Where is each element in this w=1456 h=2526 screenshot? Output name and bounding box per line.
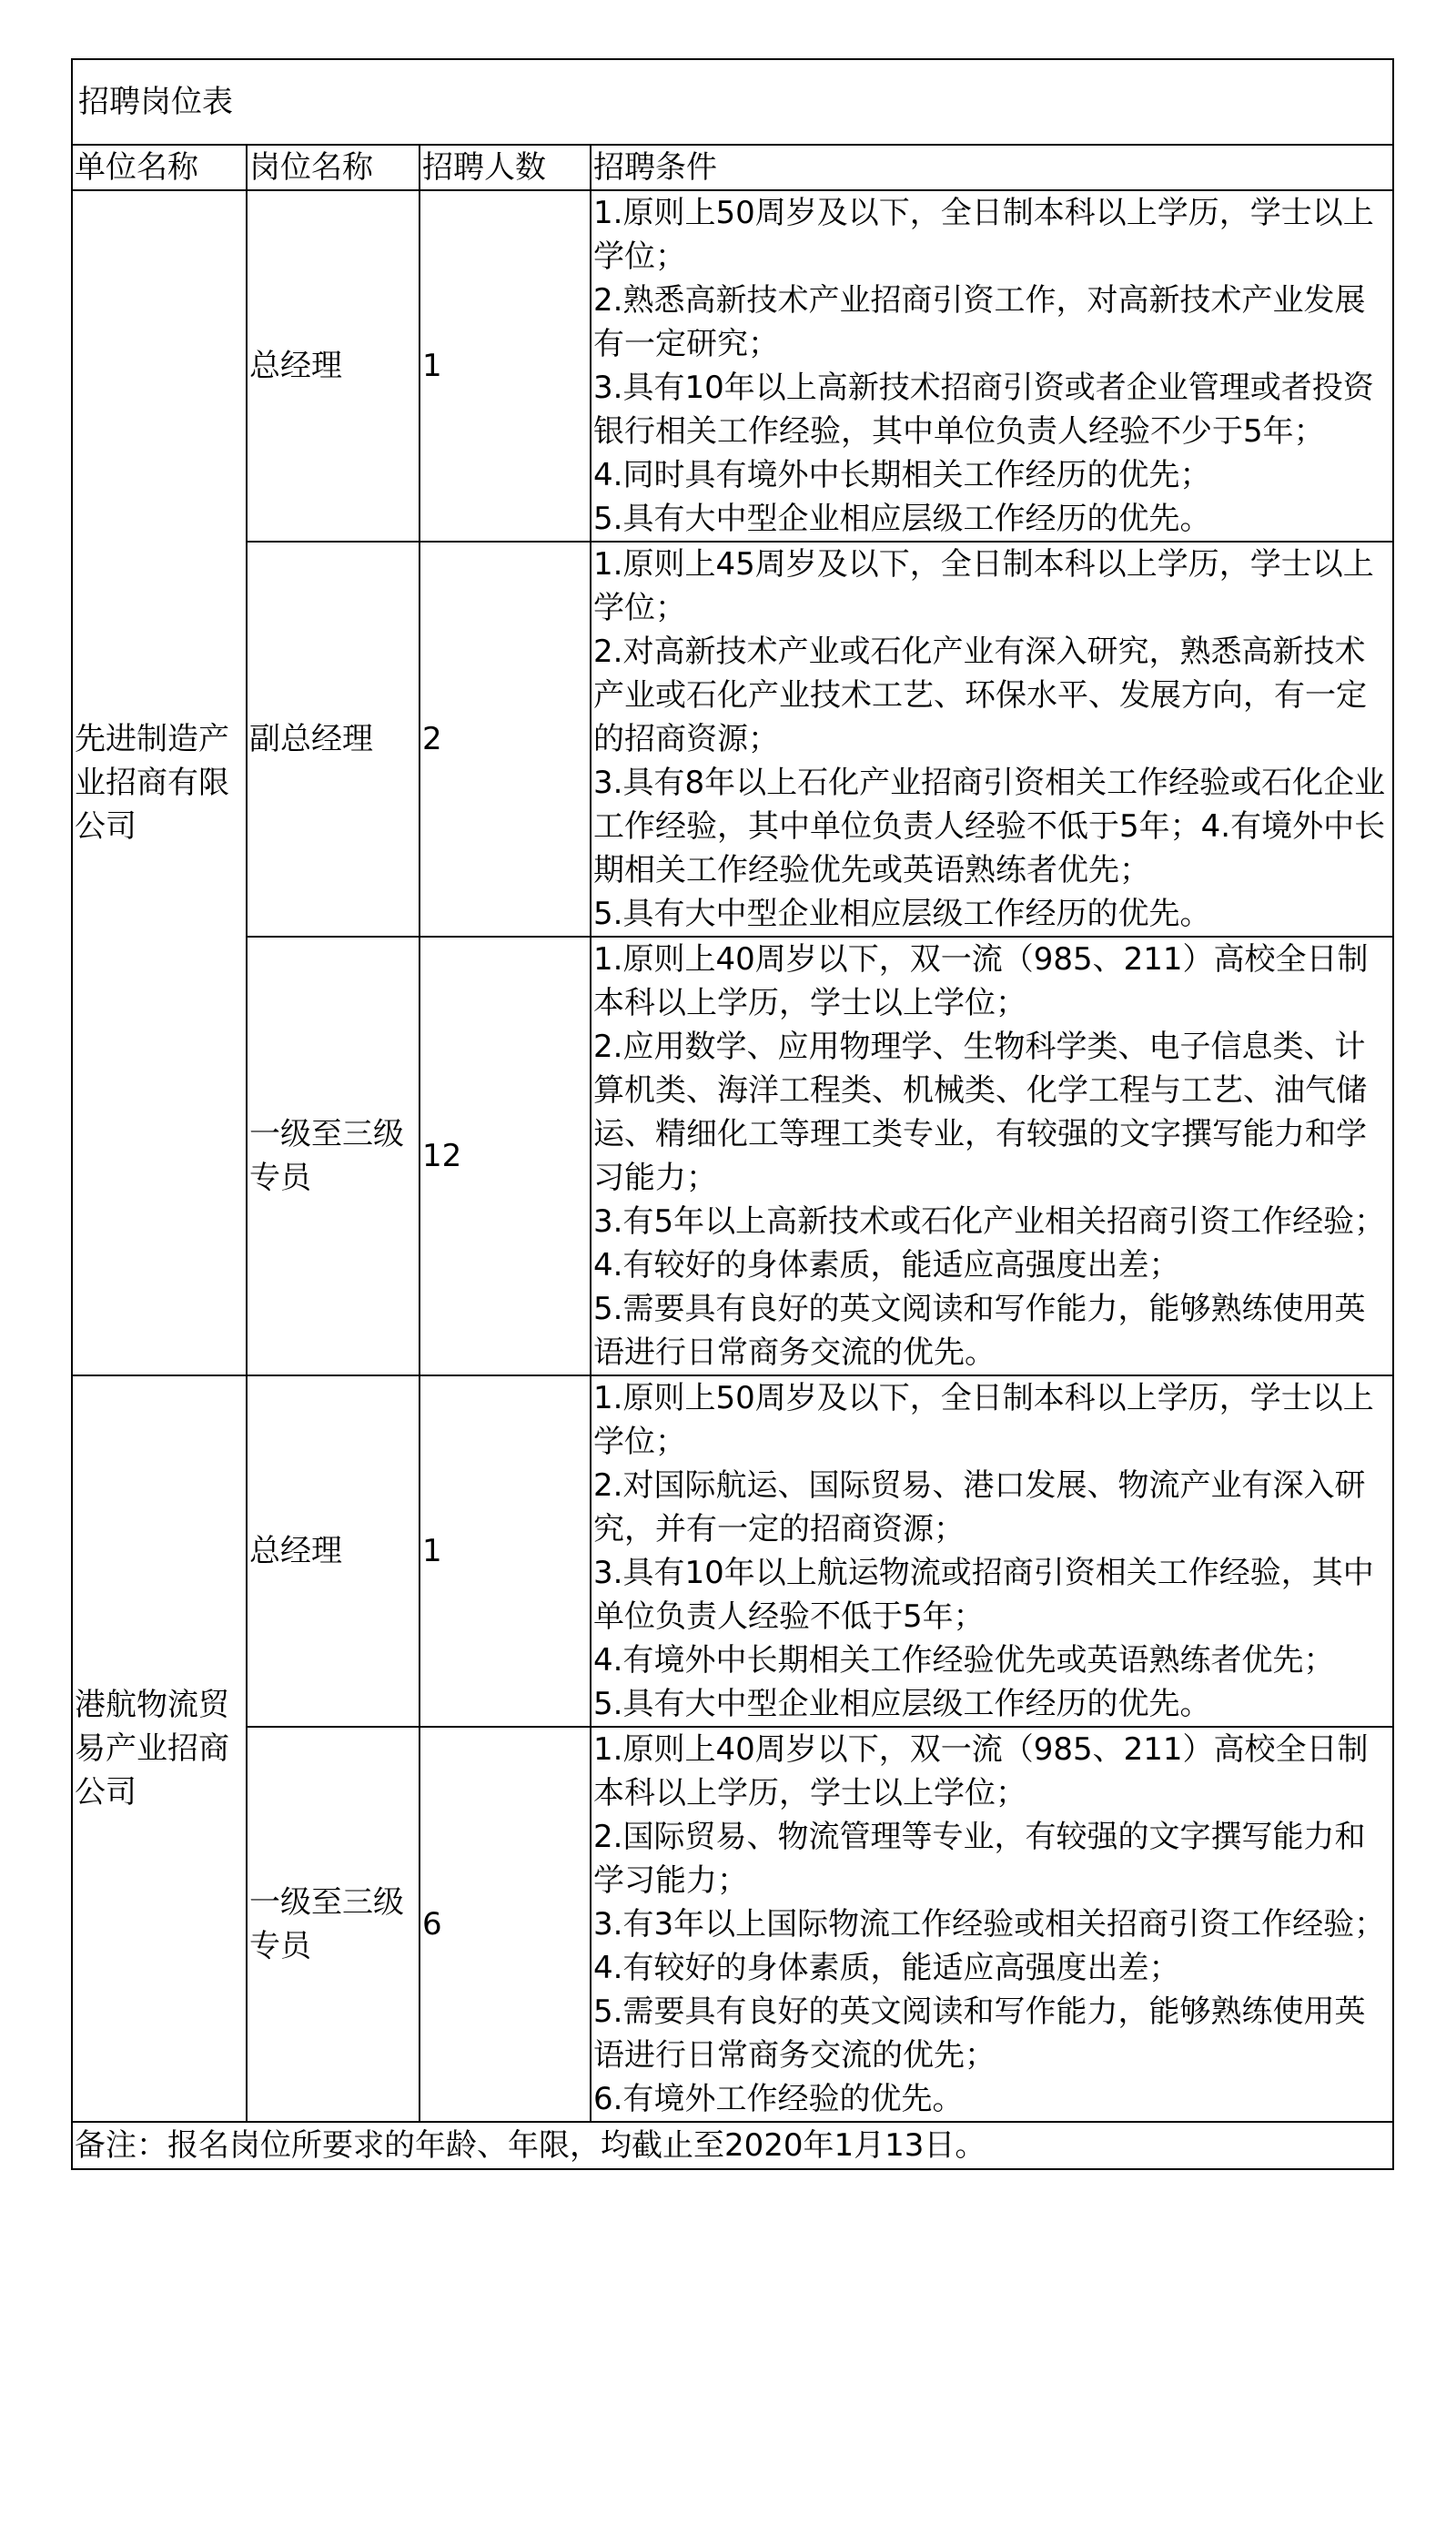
- requirement-line: 1.原则上45周岁及以下，全日制本科以上学历，学士以上学位；: [593, 546, 1374, 626]
- requirement-line: 4.有较好的身体素质，能适应高强度出差；: [593, 1950, 1180, 1986]
- requirements-cell: [591, 1375, 1393, 1727]
- header-headcount: 招聘人数: [420, 145, 591, 190]
- table-note: 备注：报名岗位所要求的年龄、年限，均截止至2020年1月13日。: [72, 2122, 1393, 2169]
- requirement-line: 3.具有10年以上高新技术招商引资或者企业管理或者投资银行相关工作经验，其中单位负责人经验不少于5年；: [593, 370, 1374, 450]
- table-row: [72, 1375, 1393, 1727]
- table-title: 招聘岗位表: [72, 59, 1393, 145]
- table-note-row: [72, 2122, 1393, 2169]
- requirement-line: 2.应用数学、应用物理学、生物科学类、电子信息类、计算机类、海洋工程类、机械类、化学工程与工艺、油气储运、精细化工等理工类专业，有较强的文字撰写能力和学习能力；: [593, 1029, 1367, 1196]
- requirement-line: 5.具有大中型企业相应层级工作经历的优先。: [593, 501, 1211, 537]
- requirement-line: 1.原则上40周岁以下，双一流（985、211）高校全日制本科以上学历，学士以上学位；: [593, 941, 1369, 1021]
- requirement-line: 4.有境外中长期相关工作经验优先或英语熟练者优先；: [593, 1642, 1335, 1679]
- requirement-line: 2.对国际航运、国际贸易、港口发展、物流产业有深入研究，并有一定的招商资源；: [593, 1467, 1366, 1547]
- requirement-line: 6.有境外工作经验的优先。: [593, 2081, 964, 2117]
- table-row: [72, 542, 1393, 937]
- requirement-line: 5.具有大中型企业相应层级工作经历的优先。: [593, 1686, 1211, 1722]
- requirement-line: 5.需要具有良好的英文阅读和写作能力，能够熟练使用英语进行日常商务交流的优先。: [593, 1291, 1366, 1371]
- header-unit-name: 单位名称: [72, 145, 247, 190]
- headcount-cell: 1: [420, 190, 591, 542]
- requirements-cell: [591, 937, 1393, 1375]
- position-name-cell: 一级至三级专员: [247, 1727, 420, 2122]
- table-title-row: [72, 59, 1393, 145]
- table-header-row: [72, 145, 1393, 190]
- headcount-cell: 2: [420, 542, 591, 937]
- position-name-cell: 一级至三级专员: [247, 937, 420, 1375]
- headcount-cell: 6: [420, 1727, 591, 2122]
- table-row: [72, 937, 1393, 1375]
- requirement-line: 1.原则上50周岁及以下，全日制本科以上学历，学士以上学位；: [593, 195, 1374, 275]
- requirement-line: 3.有3年以上国际物流工作经验或相关招商引资工作经验；: [593, 1906, 1386, 1943]
- table-row: [72, 190, 1393, 542]
- position-name-cell: 副总经理: [247, 542, 420, 937]
- position-name-cell: 总经理: [247, 190, 420, 542]
- requirements-cell: [591, 1727, 1393, 2122]
- requirement-line: 2.熟悉高新技术产业招商引资工作，对高新技术产业发展有一定研究；: [593, 282, 1366, 362]
- headcount-cell: 12: [420, 937, 591, 1375]
- requirement-line: 4.同时具有境外中长期相关工作经历的优先；: [593, 457, 1211, 493]
- headcount-cell: 1: [420, 1375, 591, 1727]
- requirement-line: 1.原则上40周岁以下，双一流（985、211）高校全日制本科以上学历，学士以上学位；: [593, 1731, 1369, 1811]
- requirement-line: 3.具有10年以上航运物流或招商引资相关工作经验，其中单位负责人经验不低于5年；: [593, 1555, 1374, 1635]
- requirement-line: 1.原则上50周岁及以下，全日制本科以上学历，学士以上学位；: [593, 1380, 1374, 1460]
- header-requirements: 招聘条件: [591, 145, 1393, 190]
- requirements-cell: [591, 542, 1393, 937]
- header-position-name: 岗位名称: [247, 145, 420, 190]
- requirement-line: 2.国际贸易、物流管理等专业，有较强的文字撰写能力和学习能力；: [593, 1819, 1366, 1899]
- unit-name-cell: 先进制造产业招商有限公司: [72, 190, 247, 1375]
- recruitment-table: [71, 58, 1394, 2170]
- table-row: [72, 1727, 1393, 2122]
- requirement-line: 5.需要具有良好的英文阅读和写作能力，能够熟练使用英语进行日常商务交流的优先；: [593, 1993, 1366, 2074]
- requirement-line: 5.具有大中型企业相应层级工作经历的优先。: [593, 896, 1211, 932]
- requirement-line: 3.有5年以上高新技术或石化产业相关招商引资工作经验；: [593, 1203, 1386, 1240]
- position-name-cell: 总经理: [247, 1375, 420, 1727]
- requirements-cell: [591, 190, 1393, 542]
- requirement-line: 3.具有8年以上石化产业招商引资相关工作经验或石化企业工作经验，其中单位负责人经验不低于5年；4.有境外中长期相关工作经验优先或英语熟练者优先；: [593, 765, 1386, 888]
- unit-name-cell: 港航物流贸易产业招商公司: [72, 1375, 247, 2122]
- requirement-line: 4.有较好的身体素质，能适应高强度出差；: [593, 1247, 1180, 1283]
- requirement-line: 2.对高新技术产业或石化产业有深入研究，熟悉高新技术产业或石化产业技术工艺、环保水平、发展方向，有一定的招商资源；: [593, 634, 1367, 757]
